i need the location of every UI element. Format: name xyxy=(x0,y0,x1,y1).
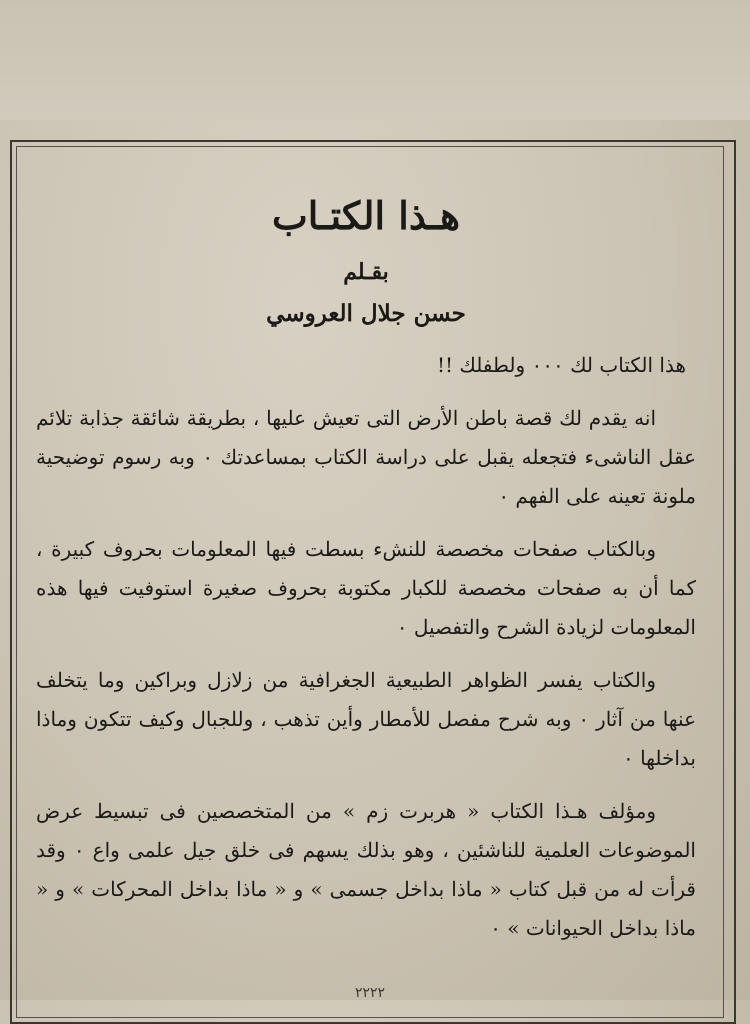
page-number: ٢٢٢٢ xyxy=(354,985,386,1001)
author-name: حسن جلال العروسي xyxy=(266,300,466,327)
paragraph-4: ومؤلف هـذا الكتاب « هربرت زم » من المتخصصين فى تبسيط عرض الموضوعات العلمية للناشئين ، وهو بذلك يسهم فى خلق جيل علمى واع ٠ وقد قرأت له من قبل كتاب « ماذا بداخل جسمى » و « ماذا بداخل المحركات » و « ماذا بداخل الحيوانات » ٠ xyxy=(36,799,696,940)
intro-line: هذا الكتاب لك ٠٠٠ ولطفلك !! xyxy=(436,353,686,377)
document-body xyxy=(36,185,696,985)
byline: بقـلم xyxy=(343,259,389,285)
paragraph-1: انه يقدم لك قصة باطن الأرض التى تعيش عليها ، بطريقة شائقة جذابة تلائم عقل الناشىء فتجعله يقبل على دراسة الكتاب بمساعدتك ٠ وبه رسوم توضيحية ملونة تعينه على الفهم ٠ xyxy=(36,406,697,508)
page-title: هـذا الكتـاب xyxy=(272,193,460,238)
paragraph-2: وبالكتاب صفحات مخصصة للنشء بسطت فيها المعلومات بحروف كبيرة ، كما أن به صفحات مخصصة للكبار مكتوبة بحروف صغيرة استوفيت فيها هذه المعلومات لزيادة الشرح والتفصيل ٠ xyxy=(36,537,696,639)
page-background-top xyxy=(0,0,750,120)
paragraph-3: والكتاب يفسر الظواهر الطبيعية الجغرافية من زلازل وبراكين وما يتخلف عنها من آثار ٠ وبه شرح مفصل للأمطار وأين تذهب ، وللجبال وكيف تتكون وماذا بداخلها ٠ xyxy=(36,668,696,770)
